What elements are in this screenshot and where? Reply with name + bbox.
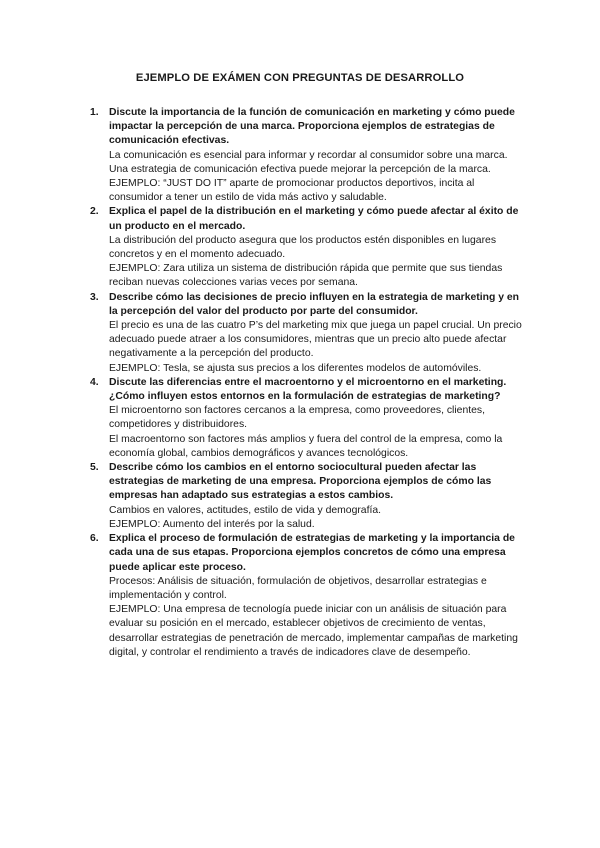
question-text: Discute las diferencias entre el macroentorno y el microentorno en el marketing. ¿Cómo influyen estos entornos en la formulación de estrategias de marketing?	[109, 376, 507, 403]
question-text: Discute la importancia de la función de comunicación en marketing y cómo puede impactar la percepción de una marca. Proporciona ejemplos de estrategias de comunicación efectivas.	[109, 107, 515, 147]
question-text: Describe cómo las decisiones de precio influyen en la estrategia de marketing y en la percepción del valor del producto por parte del consumidor.	[109, 291, 520, 317]
question-item	[90, 376, 522, 461]
answer-text: El microentorno son factores cercanos a la empresa, como proveedores, clientes, competidores y distribuidores.	[109, 405, 485, 431]
question-item	[90, 205, 522, 290]
question-number: 3.	[90, 291, 99, 303]
answer-example: EJEMPLO: Una empresa de tecnología puede iniciar con un análisis de situación para evaluar su posición en el mercado, establecer objetivos de crecimiento de ventas, desarrollar estrategias de penetración de mercado, implementar campañas de marketing digital, y controlar el rendimiento a través de indicadores clave de desempeño.	[109, 604, 518, 658]
answer-example: EJEMPLO: “JUST DO IT” aparte de promocionar productos deportivos, incita al consumidor a tener un estilo de vida más activo y saludable.	[109, 178, 475, 204]
question-number: 6.	[90, 533, 99, 545]
document-title: EJEMPLO DE EXÁMEN CON PREGUNTAS DE DESARROLLO	[135, 72, 465, 84]
question-item	[90, 461, 522, 532]
question-list	[90, 106, 522, 660]
answer-text: El precio es una de las cuatro P’s del marketing mix que juega un papel crucial. Un precio adecuado puede atraer a los consumidores, mientras que un precio alto puede afectar negativamente a la percepción del producto.	[109, 320, 522, 360]
question-item	[90, 291, 522, 376]
question-number: 5.	[90, 462, 99, 474]
question-item	[90, 532, 522, 660]
question-number: 1.	[90, 107, 99, 118]
question-number: 2.	[90, 206, 99, 218]
answer-text-2: El macroentorno son factores más amplios y fuera del control de la empresa, como la economía global, cambios demográficos y avances tecnológicos.	[109, 433, 503, 459]
answer-example: EJEMPLO: Aumento del interés por la salud.	[109, 518, 315, 530]
answer-text: Procesos: Análisis de situación, formulación de objetivos, desarrollar estrategias e implementación y control.	[109, 575, 487, 601]
question-text: Explica el proceso de formulación de estrategias de marketing y la importancia de cada una de sus etapas. Proporciona ejemplos concretos de cómo una empresa puede aplicar este proceso.	[109, 533, 515, 573]
answer-example: EJEMPLO: Zara utiliza un sistema de distribución rápida que permite que sus tiendas reciban nuevas colecciones varias veces por semana.	[109, 263, 503, 289]
answer-text: La comunicación es esencial para informar y recordar al consumidor sobre una marca. Una estrategia de comunicación efectiva puede mejorar la percepción de la marca.	[109, 149, 508, 175]
question-text: Describe cómo los cambios en el entorno sociocultural pueden afectar las estrategias de marketing de una empresa. Proporciona ejemplos de cómo las empresas han adaptado sus estrategias a estos cambios.	[109, 462, 492, 502]
answer-text: La distribución del producto asegura que los productos estén disponibles en lugares concretos y en el momento adecuado.	[109, 234, 497, 261]
question-item	[90, 106, 522, 205]
question-number: 4.	[90, 376, 99, 388]
answer-example: EJEMPLO: Tesla, se ajusta sus precios a los diferentes modelos de automóviles.	[109, 362, 482, 374]
answer-text: Cambios en valores, actitudes, estilo de vida y demografía.	[109, 504, 382, 516]
question-text: Explica el papel de la distribución en el marketing y cómo puede afectar al éxito de un producto en el mercado.	[109, 206, 519, 232]
